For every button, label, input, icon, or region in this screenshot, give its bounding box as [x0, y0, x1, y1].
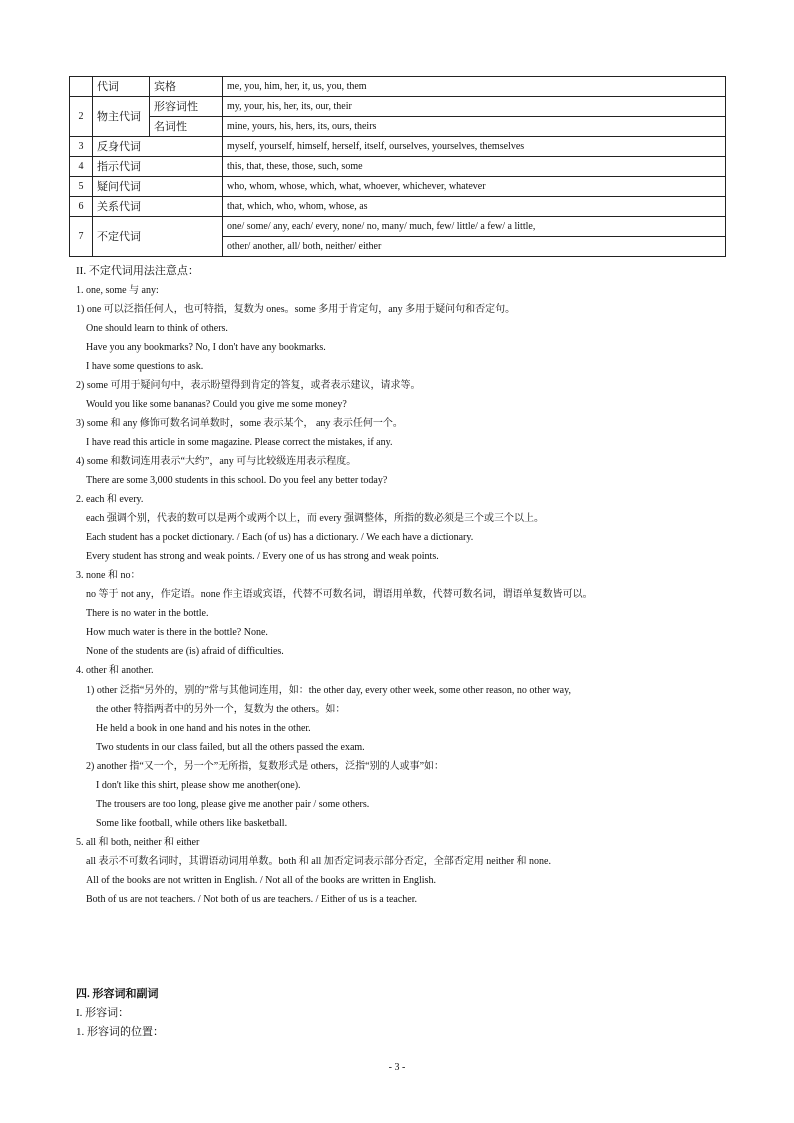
category-cell: 代词 [93, 77, 150, 97]
table-row [70, 77, 726, 97]
text-line: 2) another 指“又一个，另一个”无所指，复数形式是 others，泛指“别的人或事”如： [86, 761, 445, 772]
category-cell: 不定代词 [93, 217, 223, 257]
text-line: 1) other 泛指“另外的，别的”常与其他词连用，如：the other day, every other week, some other reason, no other way, [86, 685, 571, 696]
page-number: - 3 - [388, 1062, 406, 1073]
example-line: All of the books are not written in English. / Not all of the books are written in English. [86, 875, 436, 886]
text-line: all 表示不可数名词时，其谓语动词用单数。both 和 all 加否定词表示部分否定，全部否定用 neither 和 none. [86, 856, 551, 867]
row-number: 3 [70, 137, 93, 157]
subheading: I. 形容词： [76, 1007, 130, 1019]
text-line: 2) some 可用于疑问句中，表示盼望得到肯定的答复，或者表示建议，请求等。 [76, 380, 421, 391]
category-cell: 反身代词 [93, 137, 223, 157]
section-title: 四. 形容词和副词 [76, 988, 159, 1000]
subheading: 1. 形容词的位置： [76, 1026, 164, 1038]
text-line: each 强调个别，代表的数可以是两个或两个以上，而 every 强调整体，所指的数必须是三个或三个以上。 [86, 513, 545, 524]
subheading: 4. other 和 another. [76, 665, 154, 676]
subcategory-cell: 宾格 [150, 77, 223, 97]
example-line: None of the students are (is) afraid of difficulties. [86, 646, 284, 657]
subheading: 1. one, some 与 any: [76, 285, 159, 296]
words-cell: that, which, who, whom, whose, as [223, 197, 726, 217]
example-line: Both of us are not teachers. / Not both of us are teachers. / Either of us is a teacher. [86, 894, 418, 905]
words-cell: who, whom, whose, which, what, whoever, whichever, whatever [223, 177, 726, 197]
table-row [70, 97, 726, 117]
example-line: Some like football, while others like basketball. [96, 818, 288, 829]
words-cell: other/ another, all/ both, neither/ either [223, 237, 726, 257]
example-line: I have some questions to ask. [86, 361, 204, 372]
example-line: Have you any bookmarks? No, I don't have any bookmarks. [86, 342, 326, 353]
category-cell: 关系代词 [93, 197, 223, 217]
example-line: I don't like this shirt, please show me another(one). [96, 780, 301, 791]
text-line: 1) one 可以泛指任何人，也可特指，复数为 ones。some 多用于肯定句，any 多用于疑问句和否定句。 [76, 304, 516, 315]
table-row [70, 117, 726, 137]
row-number: 4 [70, 157, 93, 177]
subheading: 3. none 和 no： [76, 570, 141, 581]
row-number: 7 [70, 217, 93, 257]
example-line: The trousers are too long, please give me another pair / some others. [96, 799, 370, 810]
words-cell: me, you, him, her, it, us, you, them [223, 77, 726, 97]
category-cell: 疑问代词 [93, 177, 223, 197]
example-line: How much water is there in the bottle? None. [86, 627, 268, 638]
subcategory-cell: 形容词性 [150, 97, 223, 117]
words-cell: this, that, these, those, such, some [223, 157, 726, 177]
row-number: 6 [70, 197, 93, 217]
example-line: There is no water in the bottle. [86, 608, 209, 619]
words-cell: mine, yours, his, hers, its, ours, theirs [223, 117, 726, 137]
text-line: 3) some 和 any 修饰可数名词单数时，some 表示某个， any 表示任何一个。 [76, 418, 403, 429]
example-line: Every student has strong and weak points. / Every one of us has strong and weak points. [86, 551, 439, 562]
table-row [70, 217, 726, 237]
row-number [70, 77, 93, 97]
example-line: One should learn to think of others. [86, 323, 228, 334]
section-heading: II. 不定代词用法注意点： [76, 265, 199, 277]
pronoun-table [69, 76, 726, 257]
words-cell: my, your, his, her, its, our, their [223, 97, 726, 117]
text-line: 4) some 和数词连用表示“大约”，any 可与比较级连用表示程度。 [76, 456, 357, 467]
example-line: Each student has a pocket dictionary. / Each (of us) has a dictionary. / We each have a dictionary. [86, 532, 474, 543]
example-line: Would you like some bananas? Could you give me some money? [86, 399, 347, 410]
category-cell: 指示代词 [93, 157, 223, 177]
text-line: the other 特指两者中的另外一个，复数为 the others。如： [96, 704, 346, 715]
row-number: 2 [70, 97, 93, 137]
example-line: There are some 3,000 students in this school. Do you feel any better today? [86, 475, 388, 486]
row-number: 5 [70, 177, 93, 197]
example-line: I have read this article in some magazine. Please correct the mistakes, if any. [86, 437, 393, 448]
table-row [70, 197, 726, 217]
subheading: 5. all 和 both, neither 和 either [76, 837, 200, 848]
words-cell: one/ some/ any, each/ every, none/ no, many/ much, few/ little/ a few/ a little, [223, 217, 726, 237]
table-row [70, 157, 726, 177]
subcategory-cell: 名词性 [150, 117, 223, 137]
example-line: Two students in our class failed, but all the others passed the exam. [96, 742, 365, 753]
subheading: 2. each 和 every. [76, 494, 144, 505]
words-cell: myself, yourself, himself, herself, itself, ourselves, yourselves, themselves [223, 137, 726, 157]
text-line: no 等于 not any，作定语。none 作主语或宾语，代替不可数名词，谓语用单数，代替可数名词，谓语单复数皆可以。 [86, 589, 593, 600]
table-row [70, 177, 726, 197]
category-cell: 物主代词 [93, 97, 150, 137]
example-line: He held a book in one hand and his notes in the other. [96, 723, 311, 734]
table-row [70, 137, 726, 157]
